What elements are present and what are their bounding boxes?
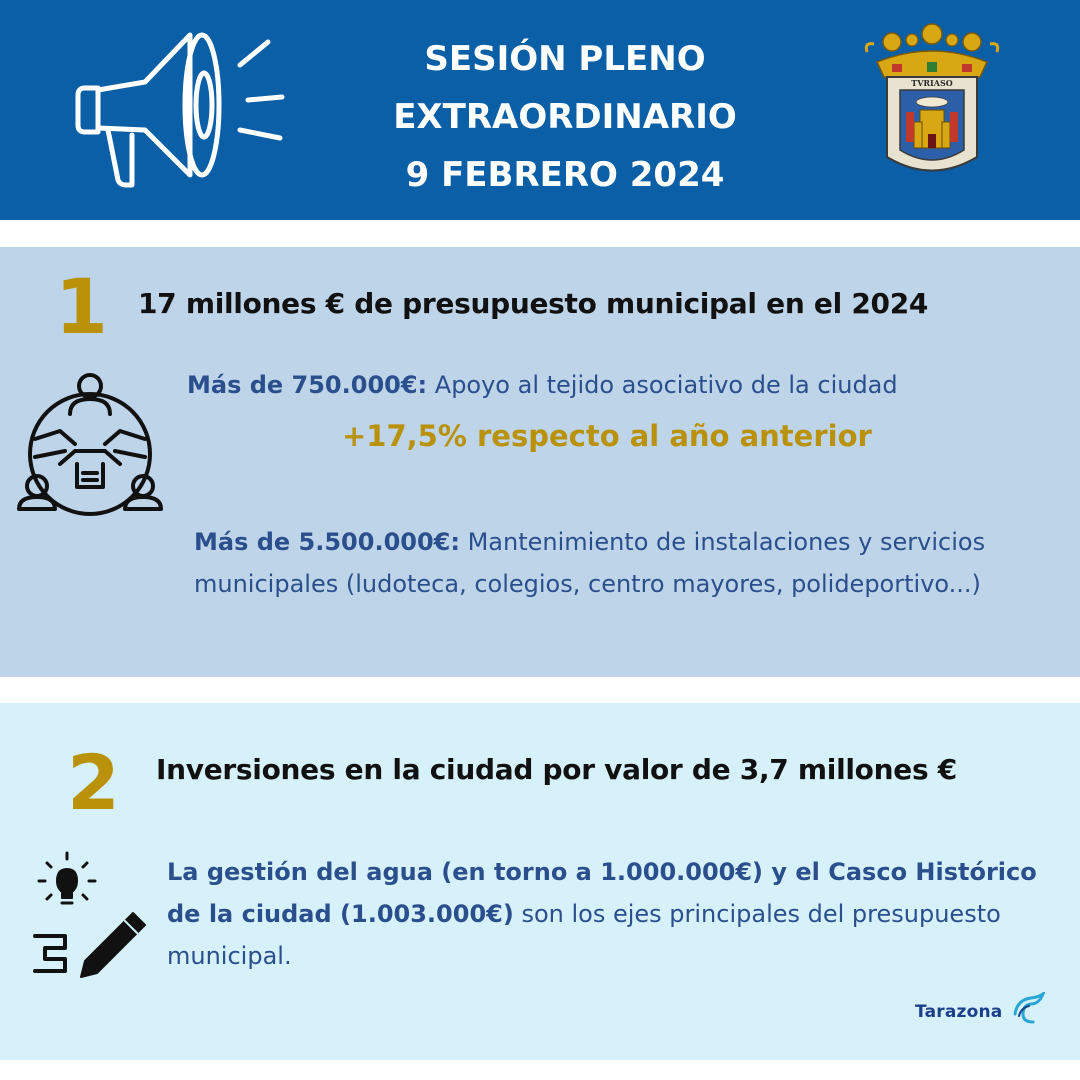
- coat-of-arms-icon: [862, 22, 1002, 182]
- logo-text: Tarazona: [915, 1002, 1003, 1022]
- section-budget: [0, 247, 1080, 677]
- title-line-2: EXTRAORDINARIO: [393, 97, 737, 137]
- investment-highlight: La gestión del agua (en torno a 1.000.000€) y el Casco Histórico de la ciudad (1.003.000€): [167, 858, 1037, 928]
- item-description: Apoyo al tejido asociativo de la ciudad: [427, 371, 898, 399]
- section-number: 1: [55, 262, 108, 351]
- header-banner: [0, 0, 1080, 220]
- section-heading: 17 millones € de presupuesto municipal en el 2024: [138, 287, 929, 320]
- section-investments: [0, 703, 1080, 1060]
- logo-wave-icon: [1009, 992, 1045, 1028]
- svg-text:TVRIASO: TVRIASO: [911, 78, 953, 88]
- tarazona-logo: [915, 992, 1045, 1032]
- title-line-3: 9 FEBRERO 2024: [405, 155, 725, 195]
- budget-item-maintenance: [194, 521, 1014, 605]
- title-line-1: SESIÓN PLENO: [424, 39, 706, 79]
- section-number: 2: [67, 738, 120, 827]
- increase-highlight: +17,5% respecto al año anterior: [342, 419, 872, 453]
- investment-description: [167, 851, 1047, 977]
- section-heading: Inversiones en la ciudad por valor de 3,7 millones €: [156, 753, 957, 786]
- item-amount: Más de 5.500.000€:: [194, 528, 460, 556]
- teamwork-hands-icon: [15, 369, 165, 524]
- item-description: Mantenimiento de instalaciones y servicios municipales (ludoteca, colegios, centro mayores, polideportivo...): [194, 528, 986, 598]
- lightbulb-pencil-icon: [25, 851, 155, 981]
- page-title: [330, 30, 800, 204]
- item-amount: Más de 750.000€:: [187, 371, 428, 399]
- investment-text: son los ejes principales del presupuesto municipal.: [167, 900, 1001, 970]
- megaphone-icon: [50, 20, 300, 195]
- budget-item-associations: [187, 364, 1047, 406]
